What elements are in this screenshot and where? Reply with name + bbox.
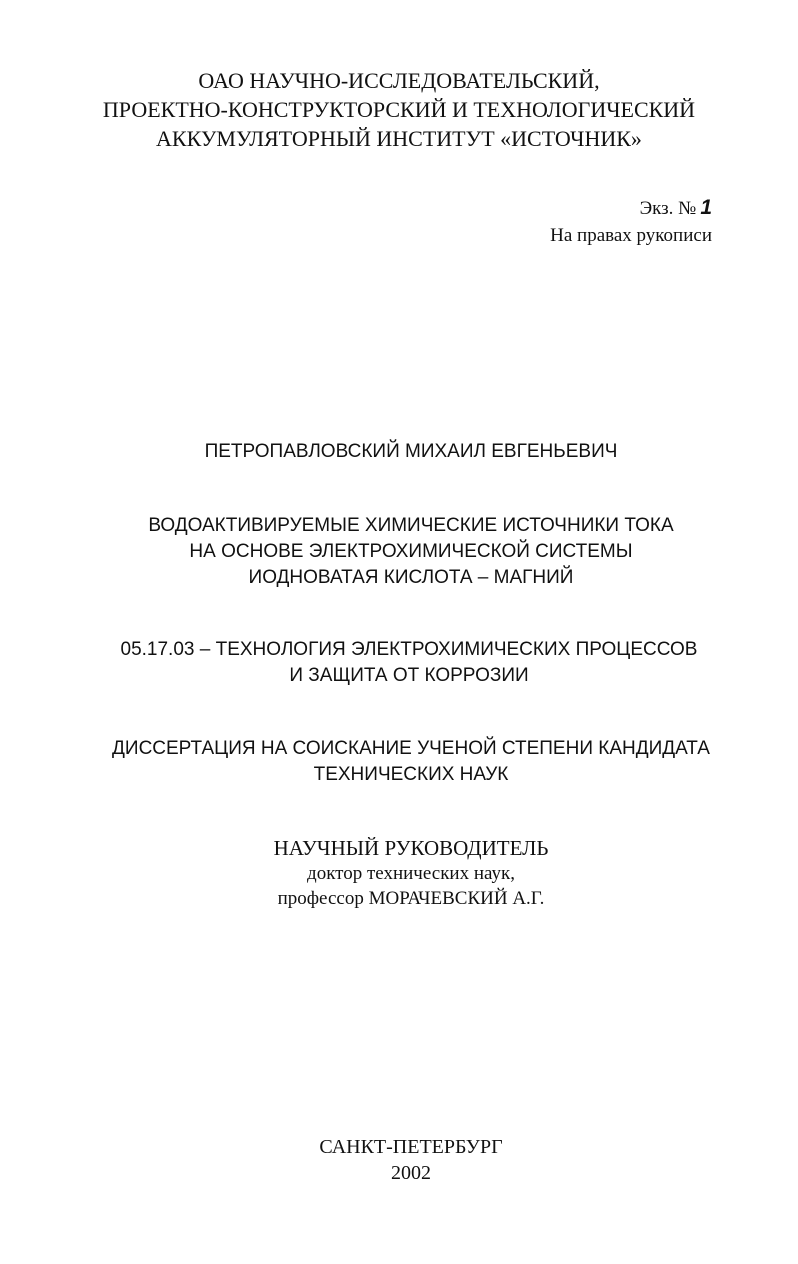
author-name-text: ПЕТРОПАВЛОВСКИЙ МИХАИЛ ЕВГЕНЬЕВИЧ: [204, 441, 618, 462]
degree-line: ДИССЕРТАЦИЯ НА СОИСКАНИЕ УЧЕНОЙ СТЕПЕНИ КАНДИДАТА: [112, 738, 710, 759]
title-line: НА ОСНОВЕ ЭЛЕКТРОХИМИЧЕСКОЙ СИСТЕМЫ: [189, 541, 633, 562]
year: 2002: [391, 1162, 431, 1184]
supervisor-block: [12, 836, 798, 911]
place-and-year: [12, 1134, 798, 1186]
organization-line: ОАО НАУЧНО-ИССЛЕДОВАТЕЛЬСКИЙ,: [198, 68, 600, 93]
author-name: [12, 439, 798, 465]
specialty-line: 05.17.03 – ТЕХНОЛОГИЯ ЭЛЕКТРОХИМИЧЕСКИХ ПРОЦЕССОВ: [120, 639, 698, 660]
specialty-line: И ЗАЩИТА ОТ КОРРОЗИИ: [289, 665, 529, 686]
city: САНКТ-ПЕТЕРБУРГ: [319, 1136, 503, 1158]
supervisor-credentials: доктор технических наук,: [307, 863, 515, 884]
degree-statement: [12, 736, 798, 788]
title-line: ИОДНОВАТАЯ КИСЛОТА – МАГНИЙ: [248, 567, 574, 588]
copy-number-handwritten: 1: [700, 196, 712, 219]
supervisor-name: профессор МОРАЧЕВСКИЙ А.Г.: [277, 888, 545, 909]
organization-line: ПРОЕКТНО-КОНСТРУКТОРСКИЙ И ТЕХНОЛОГИЧЕСКИЙ: [102, 97, 696, 122]
organization-name: [0, 66, 798, 153]
copy-info: [550, 194, 712, 249]
dissertation-title: [12, 513, 798, 591]
copy-label: Экз. №: [639, 198, 697, 219]
title-line: ВОДОАКТИВИРУЕМЫЕ ХИМИЧЕСКИЕ ИСТОЧНИКИ ТОКА: [148, 515, 674, 536]
copy-number-line: [550, 194, 712, 222]
degree-line: ТЕХНИЧЕСКИХ НАУК: [313, 764, 509, 785]
manuscript-rights: На правах рукописи: [550, 225, 712, 246]
supervisor-heading: НАУЧНЫЙ РУКОВОДИТЕЛЬ: [273, 836, 549, 860]
specialty: [10, 637, 798, 689]
organization-line: АККУМУЛЯТОРНЫЙ ИНСТИТУТ «ИСТОЧНИК»: [156, 126, 642, 151]
